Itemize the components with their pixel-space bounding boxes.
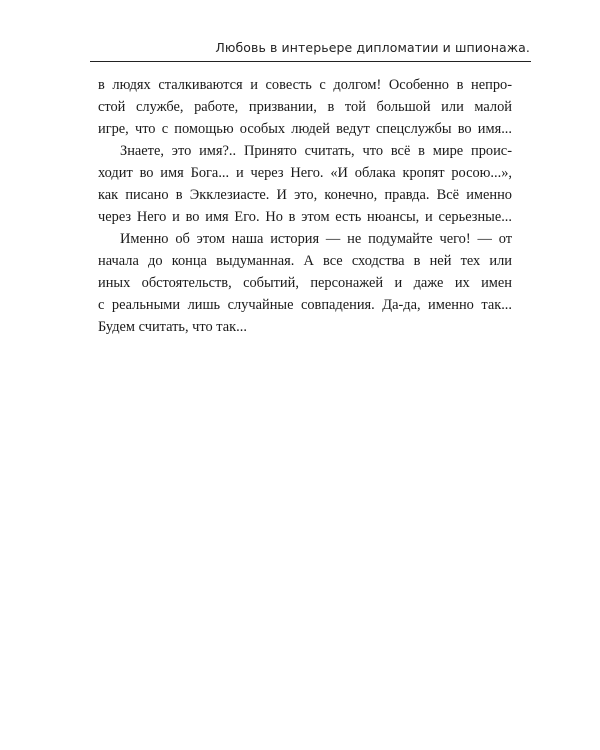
text-line: иных обстоятельств, событий, персонажей и даже их имен bbox=[98, 275, 512, 291]
header-rule bbox=[90, 61, 531, 62]
text-line: с реальными лишь случайные совпадения. Да-да, именно так... bbox=[98, 297, 512, 313]
text-line: как писано в Экклезиасте. И это, конечно, правда. Всё именно bbox=[98, 187, 512, 203]
text-line: стой службе, работе, призвании, в той большой или малой bbox=[98, 99, 512, 115]
text-line: через Него и во имя Его. Но в этом есть нюансы, и серьезные... bbox=[98, 209, 512, 225]
running-head: Любовь в интерьере дипломатии и шпионажа. bbox=[215, 40, 530, 55]
text-line: Будем считать, что так... bbox=[98, 319, 247, 335]
text-line: игре, что с помощью особых людей ведут спецслужбы во имя... bbox=[98, 121, 512, 137]
body-text bbox=[98, 74, 512, 338]
text-line: в людях сталкиваются и совесть с долгом! Особенно в непро- bbox=[98, 77, 512, 93]
text-line: Именно об этом наша история — не подумайте чего! — от bbox=[120, 231, 512, 247]
text-line: Знаете, это имя?.. Принято считать, что всё в мире проис- bbox=[120, 143, 512, 159]
text-line: ходит во имя Бога... и через Него. «И облака кропят росою...», bbox=[98, 165, 512, 181]
text-line: начала до конца выдуманная. А все сходства в ней тех или bbox=[98, 253, 512, 269]
